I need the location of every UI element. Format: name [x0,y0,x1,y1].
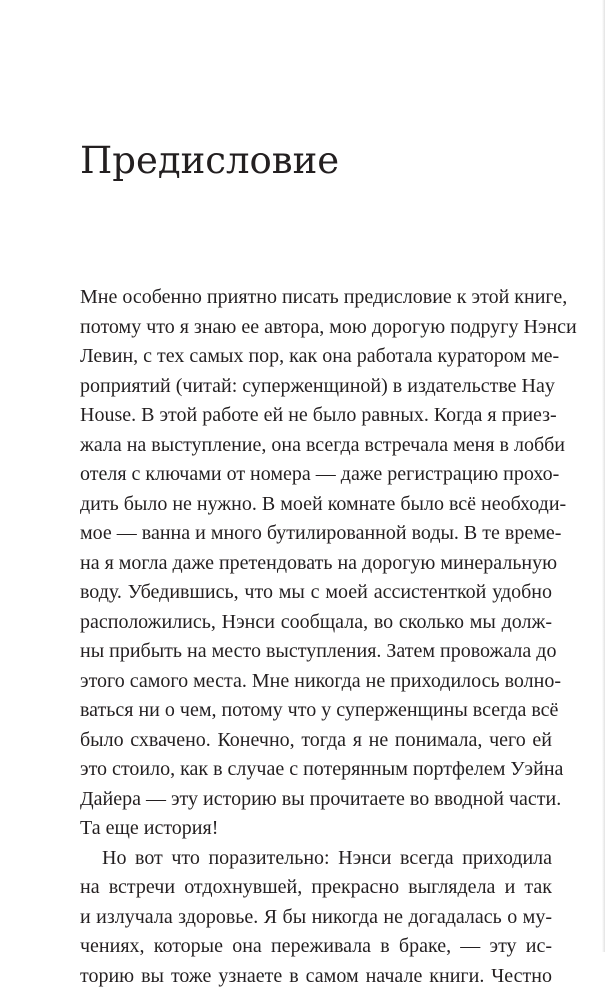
text-line: роприятий (читай: суперженщиной) в издательстве Hay [80,372,552,402]
text-line: этого самого места. Мне никогда не приходилось волно- [80,667,552,697]
text-line: и излучала здоровье. Я бы никогда не догадалась о му- [80,903,552,933]
text-line: торию вы тоже узнаете в самом начале книги. Честно [80,962,552,991]
text-line: чениях, которые она переживала в браке, — эту ис- [80,932,552,962]
text-line: Дайера — эту историю вы прочитаете во вводной части. [80,785,552,815]
text-line: это стоило, как в случае с потерянным портфелем Уэйна [80,755,552,785]
text-line: потому что я знаю ее автора, мою дорогую подругу Нэнси [80,313,552,343]
text-line: Мне особенно приятно писать предисловие к этой книге, [80,283,552,313]
text-line: расположились, Нэнси сообщала, во сколько мы долж- [80,608,552,638]
text-line: дить было не нужно. В моей комнате было всё необходи- [80,490,552,520]
text-line: на встречи отдохнувшей, прекрасно выглядела и так [80,873,552,903]
text-line: Но вот что поразительно: Нэнси всегда приходила [80,844,552,874]
text-line: на я могла даже претендовать на дорогую минеральную [80,549,552,579]
text-line: воду. Убедившись, что мы с моей ассистенткой удобно [80,578,552,608]
text-line: жала на выступление, она всегда встречала меня в лобби [80,431,552,461]
body-text [80,283,552,991]
text-line: было схвачено. Конечно, тогда я не понимала, чего ей [80,726,552,756]
text-line: Левин, с тех самых пор, как она работала куратором ме- [80,342,552,372]
text-line: отеля с ключами от номера — даже регистрацию прохо- [80,460,552,490]
text-line: Та еще история! [80,814,552,844]
text-line: ны прибыть на место выступления. Затем провожала до [80,637,552,667]
text-line: ваться ни о чем, потому что у суперженщины всегда всё [80,696,552,726]
chapter-title: Предисловие [80,136,339,186]
text-line: мое — ванна и много бутилированной воды. В те време- [80,519,552,549]
text-line: House. В этой работе ей не было равных. Когда я приез- [80,401,552,431]
